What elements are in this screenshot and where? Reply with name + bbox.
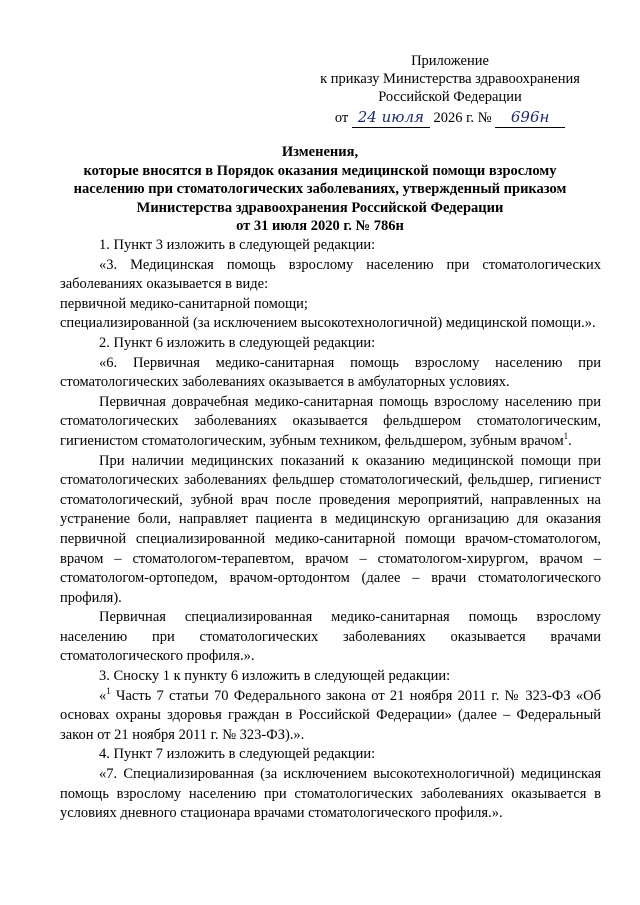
paragraph-7-text: Первичная доврачебная медико-санитарная помощь взрослому населению при стоматологических заболеваниях оказывается фельдшером стоматологическим, гигиенистом стоматологическим, зубным техником, фельдшером, зубным врачом (60, 393, 601, 449)
document-body (60, 236, 601, 824)
paragraph-3: первичной медико-санитарной помощи; (60, 295, 308, 312)
number-prefix: № (477, 110, 492, 126)
number-handwritten-field (495, 108, 565, 128)
paragraph-13: «7. Специализированная (за исключением высокотехнологичной) медицинская помощь взрослому населению при стоматологических заболеваниях оказывается в условиях дневного стационара врачами стоматологического профиля.». (60, 766, 601, 822)
appendix-label: Приложение (411, 53, 489, 69)
document-title (40, 143, 600, 236)
appendix-order-ref: к приказу Министерства здравоохранения (320, 71, 580, 87)
paragraph-10: 3. Сноску 1 к пункту 6 изложить в следующей редакции: (99, 668, 451, 685)
year-text: 2026 г. (433, 110, 475, 126)
paragraph-12: 4. Пункт 7 изложить в следующей редакции: (99, 746, 376, 763)
paragraph-8: При наличии медицинских показаний к оказанию медицинской помощи при стоматологических заболеваниях фельдшер стоматологический, фельдшер, гигиенист стоматологический, зубной врач после проведения мероприятий, направленных на устранение боли, направляет пациента в медицинскую организацию для оказания первичной специализированной медико-санитарной помощи врачом-стоматологом, врачом – стоматологом-терапевтом, врачом – стоматологом-хирургом, врачом – стоматологом-ортопедом, врачом-ортодонтом (далее – врачи стоматологического профиля). (60, 452, 601, 606)
appendix-header (300, 52, 600, 128)
paragraph-7 (60, 393, 601, 452)
paragraph-11-open: « (99, 687, 107, 704)
paragraph-7-end: . (568, 432, 572, 449)
date-handwritten: 24 июля (357, 108, 424, 126)
paragraph-4: специализированной (за исключением высокотехнологичной) медицинской помощи.». (60, 315, 596, 332)
title-line-5: от 31 июля 2020 г. № 786н (236, 218, 404, 234)
title-line-4: Министерства здравоохранения Российской Федерации (136, 199, 504, 216)
appendix-federation: Российской Федерации (378, 89, 522, 105)
paragraph-2: «3. Медицинская помощь взрослому населению при стоматологических заболеваниях оказывается в виде: (60, 256, 601, 293)
paragraph-5: 2. Пункт 6 изложить в следующей редакции: (99, 334, 376, 351)
date-handwritten-field (352, 108, 430, 128)
paragraph-11 (60, 687, 601, 746)
title-line-3: населению при стоматологических заболеваниях, утвержденный приказом (73, 181, 567, 197)
footnote-marker-1b: 1 (106, 685, 111, 696)
paragraph-11-text: Часть 7 статьи 70 Федерального закона от 21 ноября 2011 г. № 323-ФЗ «Об основах охраны здоровья граждан в Российской Федерации» (далее – Федеральный закон от 21 ноября 2011 г. № 323-ФЗ).». (60, 687, 601, 743)
paragraph-9: Первичная специализированная медико-санитарная помощь взрослому населению при стоматологических заболеваниях оказывается врачами стоматологического профиля.». (60, 609, 601, 665)
footnote-marker-1: 1 (563, 431, 569, 442)
title-line-1: Изменения, (281, 144, 359, 160)
date-prefix: от (334, 110, 349, 126)
number-handwritten: 696н (510, 108, 550, 126)
title-line-2: которые вносятся в Порядок оказания медицинской помощи взрослому (83, 162, 557, 179)
paragraph-1: 1. Пункт 3 изложить в следующей редакции: (99, 237, 376, 253)
order-date-line (300, 108, 600, 128)
paragraph-6: «6. Первичная медико-санитарная помощь взрослому населению при стоматологических заболеваниях оказывается в амбулаторных условиях. (60, 354, 601, 391)
